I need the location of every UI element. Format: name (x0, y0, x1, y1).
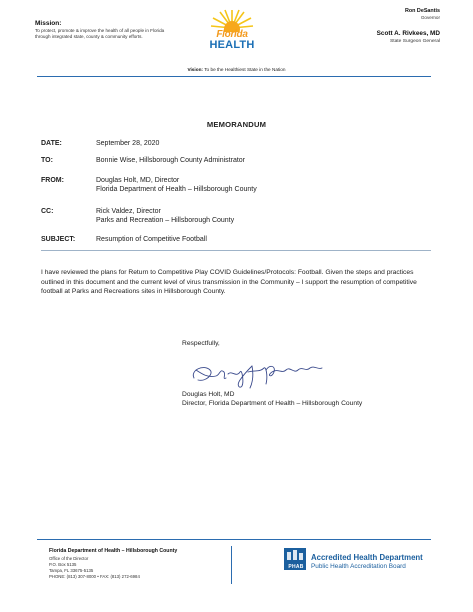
footer-org: Florida Department of Health – Hillsborough County (49, 548, 178, 554)
memo-body: I have reviewed the plans for Return to Competitive Play COVID Guidelines/Protocols: Football. Given the steps and practices outlined in this document and the current level of virus transmission in the Community – I support the resumption of competitive football at Parks and Recreations sites in Hillsborough County. (41, 269, 417, 295)
cc-label: CC: (41, 208, 54, 215)
memo-heading: MEMORANDUM (206, 120, 267, 129)
subject-value: Resumption of Competitive Football (96, 236, 207, 243)
mission-title: Mission: (35, 20, 62, 27)
date-value: September 28, 2020 (96, 140, 160, 147)
from-line-1: Douglas Holt, MD, Director (96, 177, 180, 184)
subject-label: SUBJECT: (41, 236, 76, 243)
cc-line-1: Rick Valdez, Director (96, 208, 161, 215)
cc-line-2: Parks and Recreation – Hillsborough County (96, 217, 235, 224)
from-line-2: Florida Department of Health – Hillsborough County (96, 186, 257, 193)
to-value: Bonnie Wise, Hillsborough County Administrator (96, 157, 246, 164)
signatory-title: Director, Florida Department of Health – Hillsborough County (182, 400, 363, 407)
header-divider (37, 76, 431, 77)
signatory-name: Douglas Holt, MD (182, 391, 235, 398)
phab-badge-text: PHAB (288, 564, 304, 570)
governor-title: Governor (420, 15, 440, 20)
governor-name: Ron DeSantis (404, 8, 440, 14)
subject-divider (41, 250, 431, 251)
footer-phone: PHONE: (813) 307-8000 • FAX: (813) 272-6984 (49, 574, 140, 579)
to-label: TO: (41, 157, 53, 164)
surgeon-general-title: State Surgeon General (389, 39, 440, 44)
footer-po-box: P.O. Box 5135 (49, 562, 77, 567)
building-icon (284, 548, 306, 562)
footer-city: Tampa, FL 33675-5135 (49, 568, 94, 573)
footer-vertical-divider (231, 546, 232, 584)
logo-health-text: HEALTH (209, 39, 255, 51)
handwritten-signature (186, 356, 326, 392)
surgeon-general-name: Scott A. Rivkees, MD (376, 30, 440, 37)
footer-divider (37, 539, 431, 540)
mission-text: To protect, promote & improve the health of all people in Florida through integrated state, county & community efforts. (35, 28, 165, 39)
phab-subtitle: Public Health Accreditation Board (311, 563, 406, 570)
logo-florida-text: Florida (216, 29, 248, 40)
closing: Respectfully, (182, 340, 220, 347)
from-label: FROM: (41, 177, 64, 184)
vision-label: Vision: (187, 67, 203, 72)
date-label: DATE: (41, 140, 62, 147)
vision-text: To be the Healthiest State in the Nation (203, 67, 286, 72)
vision-statement (0, 67, 473, 72)
phab-title: Accredited Health Department (311, 553, 423, 562)
footer-office: Office of the Director (49, 556, 89, 561)
